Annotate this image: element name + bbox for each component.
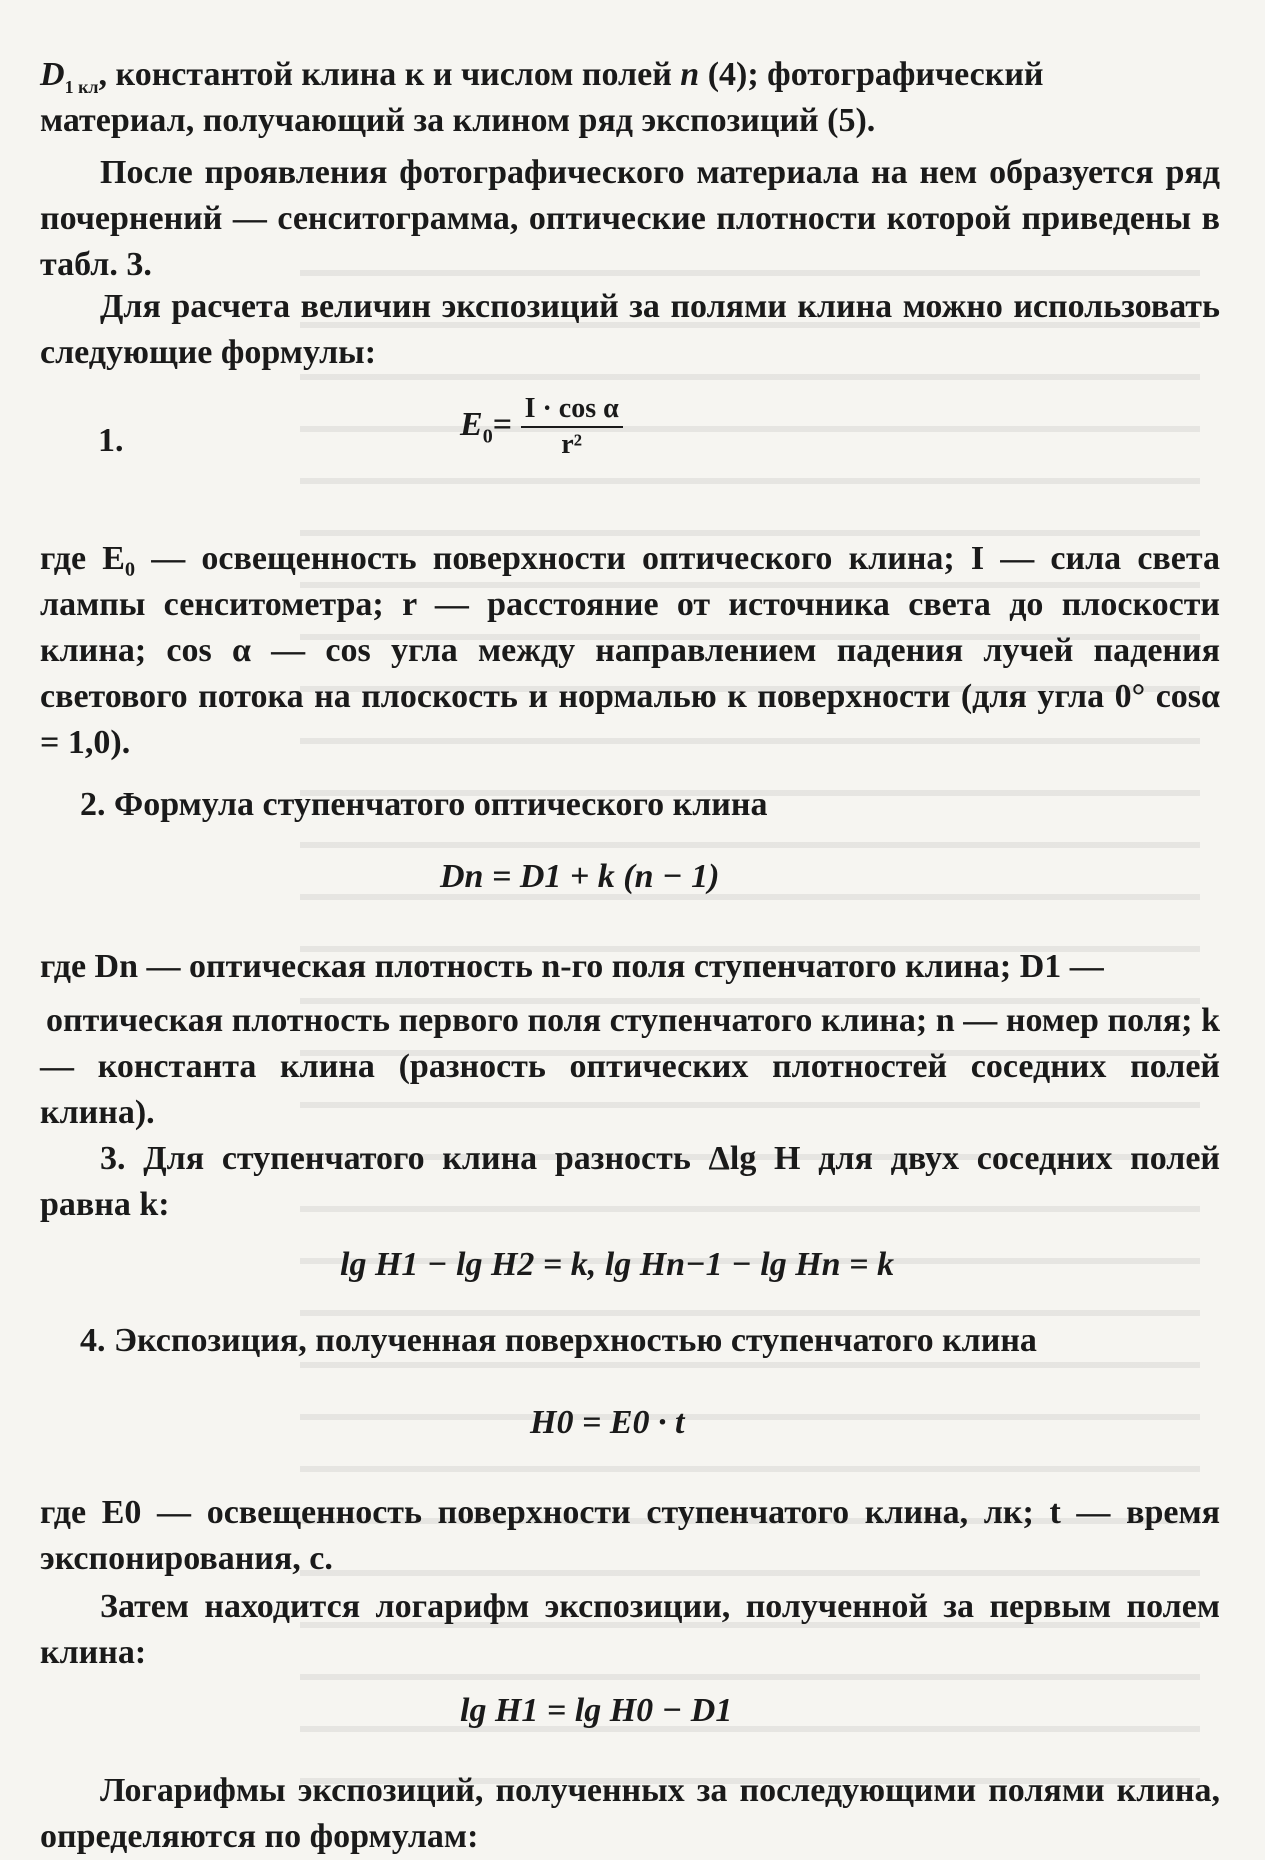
- paragraph-5: 2. Формула ступенчатого оптического клина: [80, 786, 768, 823]
- paragraph-6: оптическая плотность первого поля ступенчатого клина; n — номер поля; k — константа клина (разность оптических плотностей соседних полей клина).: [40, 1002, 1220, 1131]
- paragraph-3: Для расчета величин экспозиций за полями клина можно использовать следующие формулы:: [40, 288, 1220, 371]
- paragraph-4: где E₀ — освещенность поверхности оптического клина; I — сила света лампы сенситометра; r — расстояние от источника света до плоскости клина; cos α — cos угла между направлением падения лучей падения светового потока на плоскость и нормалью к поверхности (для угла 0° cosα = 1,0).: [40, 540, 1220, 761]
- paragraph-10: Затем находится логарифм экспозиции, полученной за первым полем клина:: [40, 1588, 1220, 1671]
- paragraph-8: 4. Экспозиция, полученная поверхностью ступенчатого клина: [80, 1322, 1037, 1359]
- paragraph-2: После проявления фотографического материала на нем образуется ряд почернений — сенситограмма, оптические плотности которой приведены в табл. 3.: [40, 154, 1220, 283]
- paragraph-11: Логарифмы экспозиций, полученных за последующими полями клина, определяются по формулам:: [40, 1772, 1220, 1855]
- paragraph-1-line-2: материал, получающий за клином ряд экспозиций (5).: [40, 102, 876, 139]
- paragraph-6-line-1: где Dn — оптическая плотность n-го поля ступенчатого клина; D1 —: [40, 948, 1104, 985]
- formula-3: lg H1 − lg H2 = k, lg Hn−1 − lg Hn = k: [340, 1246, 894, 1283]
- formula-5: lg H1 = lg H0 − D1: [460, 1692, 733, 1729]
- formula-1-fraction: $\frac{\text{I · cos α}}{\text{r²}}$: [521, 392, 623, 462]
- paragraph-9: где E0 — освещенность поверхности ступенчатого клина, лк; t — время экспонирования, с.: [40, 1494, 1220, 1577]
- formula-4: H0 = E0 · t: [530, 1404, 685, 1441]
- formula-1-number: 1.: [98, 422, 124, 459]
- paragraph-7: 3. Для ступенчатого клина разность Δlg H для двух соседних полей равна k:: [40, 1140, 1220, 1223]
- paragraph-1-line-1: $D_{1 кл}$, константой клина к и числом полей n (4); фотографический: [40, 56, 1044, 97]
- formula-1: $E_0=$ $\frac{\text{I · cos α}}{\text{r²}}$: [460, 392, 623, 462]
- formula-2: Dn = D1 + k (n − 1): [440, 858, 720, 895]
